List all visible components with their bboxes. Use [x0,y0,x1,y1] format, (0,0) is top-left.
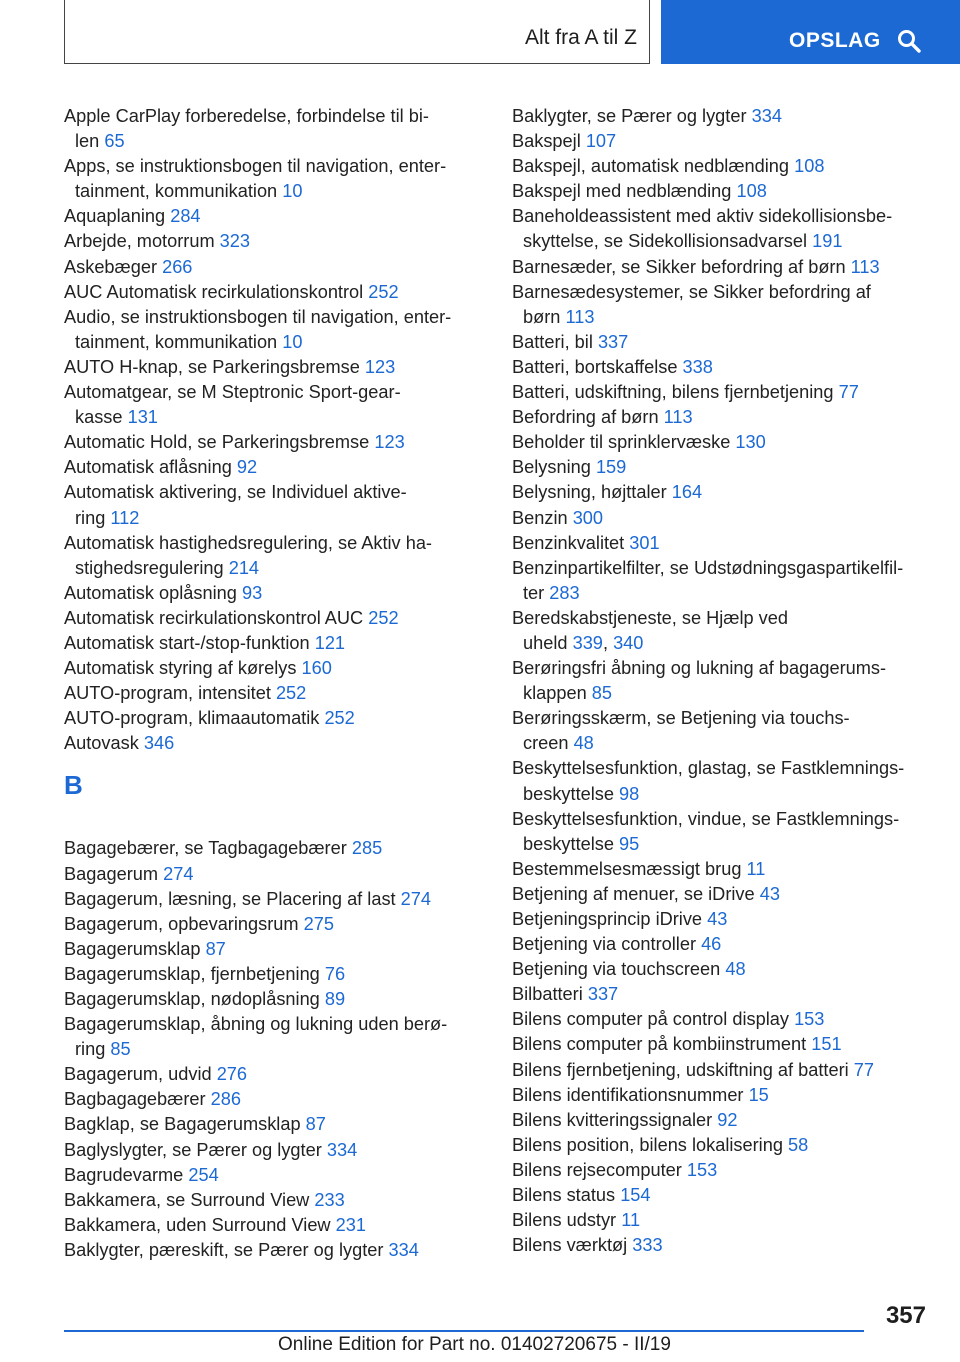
page-link[interactable]: 92 [717,1109,738,1130]
page-link[interactable]: 107 [585,131,617,152]
page-link[interactable]: 131 [127,407,158,428]
index-term: Aquaplaning [64,206,166,227]
page-link[interactable]: 113 [565,306,595,327]
index-entry [512,531,932,556]
index-term: Berøringsskærm, se Betjening via touchs- [512,708,850,729]
index-entry [512,380,932,405]
index-term: Bagklap, se Bagagerumsklap [64,1114,301,1135]
page-link[interactable]: 346 [143,733,175,754]
index-term: Audio, se instruktionsbogen til navigation, enter- [64,306,452,327]
page-link[interactable]: 151 [811,1034,842,1055]
index-entry [512,204,932,254]
index-entry [512,455,932,480]
index-entry [64,305,484,355]
page-link[interactable]: 87 [305,1114,326,1135]
index-term: Automatisk styring af kørelys [64,658,297,679]
index-entry [64,255,484,280]
page-link[interactable]: 89 [324,989,346,1009]
index-term: Automatisk aktivering, se Individuel aktive- [64,482,407,503]
page-link[interactable]: 76 [324,963,346,984]
page-link[interactable]: 87 [205,938,226,959]
page-link[interactable]: 85 [591,683,613,704]
index-entry [512,932,932,957]
index-term: Automatisk start-/stop-funktion [64,632,310,653]
index-term: Bagagerum, udvid [64,1064,212,1085]
index-term: Bilens kvitteringssignaler [512,1109,713,1130]
index-entry [512,907,932,932]
index-term: Belysning, højttaler [512,482,667,503]
index-term: Automatgear, se M Steptronic Sport-gear- [64,382,401,403]
index-term: Automatisk recirkulationskontrol AUC [64,607,364,628]
lookup-button[interactable] [661,0,960,64]
index-term: Beredskabstjeneste, se Hjælp ved [512,607,788,628]
page-number: 357 [885,1302,926,1329]
index-entry [512,1083,932,1108]
index-term: Batteri, udskiftning, bilens fjernbetjening [512,382,834,403]
index-term: Belysning [512,457,591,478]
index-term: Baglyslygter, se Pærer og lygter [64,1139,322,1160]
page-link[interactable]: 252 [275,683,307,704]
footer-edition [278,1334,671,1356]
page-link[interactable]: 15 [748,1084,769,1105]
index-entry [512,982,932,1007]
page-link[interactable]: 58 [788,1134,809,1155]
index-entry [64,1163,484,1188]
page-link[interactable]: 43 [759,883,780,904]
page-link[interactable]: 108 [794,156,825,177]
index-term: Bilens identifikationsnummer [512,1084,744,1105]
page-link[interactable]: 338 [682,356,713,377]
index-term: Bilbatteri [512,984,583,1005]
index-entry [512,857,932,882]
index-entry [64,731,484,756]
page-link[interactable]: 130 [735,432,766,453]
index-term: Arbejde, motorrum [64,231,215,252]
page-link[interactable]: 252 [368,281,399,302]
index-term: Autovask [64,733,139,754]
index-term: Betjening af menuer, se iDrive [512,883,755,904]
index-term: kasse [75,407,123,428]
page-link[interactable]: 275 [303,913,334,934]
index-term: Baneholdeassistent med aktiv sidekollisionsbe- [512,206,893,227]
page-link[interactable]: 11 [621,1210,641,1231]
page-link[interactable]: 48 [725,959,746,980]
index-term: Bagagerumsklap, fjernbetjening [64,963,320,984]
index-term: ter [523,582,545,603]
index-entry [64,987,484,1012]
index-entry [512,506,932,531]
index-entry [64,204,484,229]
page-link[interactable]: 339 [572,632,603,653]
index-term: Automatisk oplåsning [64,582,237,603]
index-entry [512,706,932,756]
page-link[interactable]: 334 [751,106,782,126]
page-link[interactable]: 159 [595,457,627,478]
index-term: Beskyttelsesfunktion, vindue, se Fastklemnings- [512,808,900,829]
page-link[interactable]: 333 [632,1235,663,1256]
page-link[interactable]: 65 [104,131,125,152]
index-term: beskyttelse [523,783,614,804]
index-entry [64,154,484,204]
page-link[interactable]: 252 [368,607,399,628]
index-term: Bilens værktøj [512,1235,628,1256]
footer-edition-text: Online Edition for Part no. 01402720675 - II/19 [278,1334,671,1355]
index-term: Barnesædesystemer, se Sikker befordring af [512,281,871,302]
page-link[interactable]: 95 [619,833,640,854]
index-term: uheld [523,632,568,653]
page-link[interactable]: 77 [853,1059,874,1080]
index-term: Bilens udstyr [512,1210,617,1231]
index-term: len [75,131,100,152]
index-entry [64,1112,484,1137]
index-entry [512,1233,932,1258]
index-term: Benzinkvalitet [512,532,625,553]
index-entry: Beredskabstjeneste, se Hjælp ved uheld 339, 340 [512,607,788,653]
index-term: Betjening via controller [512,934,696,955]
index-term: Bagagerumsklap, nødoplåsning [64,989,320,1009]
page-link[interactable]: 233 [314,1189,345,1210]
page-link[interactable]: 164 [671,482,703,503]
index-term: Bagagerumsklap, åbning og lukning uden berø- [64,1014,448,1035]
page-link[interactable]: 337 [597,331,629,352]
index-term: ring [75,1039,106,1060]
index-term: Berøringsfri åbning og lukning af bagagerums- [512,658,887,679]
page-link[interactable]: 300 [572,507,604,528]
page-link[interactable]: 113 [850,256,880,277]
index-term: Bakspejl med nedblænding [512,181,732,202]
index-entry [64,631,484,656]
index-entry [64,606,484,631]
page-link[interactable]: 160 [301,658,332,679]
index-term: Betjeningsprincip iDrive [512,909,703,929]
page-link[interactable]: 340 [613,632,644,653]
index-term: Bagagerum, opbevaringsrum [64,913,299,934]
index-term: Apple CarPlay forberedelse, forbindelse til bi- [64,106,429,126]
index-entry [64,656,484,681]
index-term: AUC Automatisk recirkulationskontrol [64,281,364,302]
index-entry [64,1188,484,1213]
page-link[interactable]: 276 [216,1064,248,1085]
index-entry [64,1138,484,1163]
index-entry [512,355,932,380]
index-entry [512,1208,932,1233]
index-entry [64,1238,484,1263]
index-term: Bilens status [512,1185,616,1206]
page-link[interactable]: 153 [794,1009,825,1030]
page-link[interactable]: 337 [587,984,619,1005]
page-link[interactable]: 121 [314,632,346,653]
section-title: Alt fra A til Z [524,26,637,49]
index-term: Askebæger [64,256,158,277]
index-entry [512,330,932,355]
index-entry [512,129,932,154]
index-entry [64,706,484,731]
page-link[interactable]: 266 [162,256,193,277]
index-entry [512,1007,932,1032]
page-link[interactable]: 323 [219,231,251,252]
footer-divider [64,1330,864,1332]
index-letter-heading: B [64,770,83,801]
index-term: Bagagerum, læsning, se Placering af last [64,888,396,909]
index-term: tainment, kommunikation [75,331,278,352]
index-column-right [512,104,932,1258]
index-term: Bilens rejsecomputer [512,1159,682,1180]
index-entry [64,280,484,305]
page-link[interactable]: 334 [326,1139,358,1160]
index-entry [512,807,932,857]
index-term: Bagbagagebærer [64,1089,206,1110]
index-term: Bestemmelsesmæssigt brug [512,858,742,879]
index-term: Bilens position, bilens lokalisering [512,1134,783,1155]
index-entry [512,1058,932,1083]
lookup-label: OPSLAG [789,29,881,52]
index-term: beskyttelse [523,833,614,854]
index-entry [64,681,484,706]
page-link[interactable]: 286 [210,1089,241,1110]
index-entry [64,862,484,887]
index-entry [64,836,484,861]
index-entry [64,1213,484,1238]
index-term: AUTO-program, intensitet [64,683,271,704]
page-link[interactable]: 93 [241,582,263,603]
page-link[interactable]: 46 [701,934,722,955]
index-term: creen [523,733,569,754]
page-link[interactable]: 10 [282,331,303,352]
index-entry [64,430,484,455]
page-link[interactable]: 274 [163,863,194,884]
index-entry [512,1133,932,1158]
index-term: Bakkamera, uden Surround View [64,1214,331,1235]
page-link[interactable]: 285 [351,838,383,859]
index-term: Batteri, bortskaffelse [512,356,678,377]
page-link[interactable]: 98 [619,783,640,804]
index-entry [64,887,484,912]
index-entry [64,1012,484,1062]
page-link[interactable]: 254 [188,1164,219,1185]
index-term: Bakkamera, se Surround View [64,1189,310,1210]
index-column-left [64,104,484,1263]
index-entry [64,355,484,380]
page-link[interactable]: 123 [364,356,396,377]
index-entry [512,255,932,280]
index-term: Beholder til sprinklervæske [512,432,731,453]
index-entry [64,1087,484,1112]
index-term: Baklygter, pæreskift, se Pærer og lygter [64,1239,384,1260]
index-term: Automatic Hold, se Parkeringsbremse [64,432,370,453]
page-link[interactable]: 48 [573,733,594,754]
page-link[interactable]: 191 [812,231,843,252]
index-term: børn [523,306,561,327]
page-link[interactable]: 92 [236,457,258,478]
index-term: Bagrudevarme [64,1164,184,1185]
index-term: skyttelse, se Sidekollisionsadvarsel [523,231,808,252]
index-entry [512,556,932,606]
index-term: Baklygter, se Pærer og lygter [512,106,747,126]
index-entry [64,912,484,937]
index-term: Befordring af børn [512,407,659,428]
search-icon [897,29,921,53]
index-term: AUTO H-knap, se Parkeringsbremse [64,356,360,377]
page-header [0,0,960,66]
index-entry [64,104,484,154]
page-link[interactable]: 274 [400,888,432,909]
page-link[interactable]: 43 [707,909,728,929]
index-entry [64,581,484,606]
page-link[interactable]: 10 [282,181,303,202]
index-term: Bilens computer på control display [512,1009,789,1030]
index-entry [512,280,932,330]
page-link[interactable]: 153 [686,1159,718,1180]
page-link[interactable]: 108 [736,181,767,202]
index-entry [64,531,484,581]
index-entry [512,179,932,204]
page-link[interactable]: 154 [620,1185,651,1206]
index-term: Bakspejl [512,131,581,152]
index-entry [64,962,484,987]
index-entry [64,455,484,480]
page-link[interactable]: 85 [110,1039,131,1060]
page-link[interactable]: 334 [388,1239,419,1260]
index-entry [512,1158,932,1183]
page-link[interactable]: 214 [228,557,260,578]
index-term: stighedsregulering [75,557,224,578]
section-tab [64,0,650,64]
index-entry [512,1108,932,1133]
index-entry [64,937,484,962]
index-entry [512,957,932,982]
page-link[interactable]: 252 [324,708,355,729]
index-term: Apps, se instruktionsbogen til navigation, enter- [64,156,447,177]
index-term: Automatisk aflåsning [64,457,232,478]
page-link[interactable]: 112 [110,507,140,528]
index-entry [512,480,932,505]
index-entry [64,380,484,430]
index-term: Betjening via touchscreen [512,959,721,980]
index-entry [512,1032,932,1057]
index-term: Barnesæder, se Sikker befordring af børn [512,256,846,277]
index-term: Bagagebærer, se Tagbagagebærer [64,838,347,859]
index-entry [512,656,932,706]
index-term: Bilens computer på kombiinstrument [512,1034,807,1055]
index-entry [64,229,484,254]
index-entry [512,154,932,179]
page-link[interactable]: 113 [663,407,693,428]
index-term: tainment, kommunikation [75,181,278,202]
page-link[interactable]: 77 [838,382,859,403]
index-term: Automatisk hastighedsregulering, se Aktiv ha- [64,532,432,553]
index-term: Benzin [512,507,568,528]
index-term: Bagagerum [64,863,159,884]
index-term: Beskyttelsesfunktion, glastag, se Fastklemnings- [512,758,905,779]
index-term: Benzinpartikelfilter, se Udstødningsgaspartikelfil- [512,557,904,578]
index-term: klappen [523,683,587,704]
index-term: Bagagerumsklap [64,938,201,959]
page-link[interactable]: 284 [170,206,201,227]
index-term: Bilens fjernbetjening, udskiftning af batteri [512,1059,849,1080]
page-link[interactable]: 11 [746,858,766,879]
index-term: Bakspejl, automatisk nedblænding [512,156,790,177]
index-entry [512,882,932,907]
page-link[interactable]: 301 [629,532,660,553]
index-entry [512,756,932,806]
index-entry [512,1183,932,1208]
index-term: ring [75,507,106,528]
index-entry [512,405,932,430]
page-link[interactable]: 283 [549,582,580,603]
page-link[interactable]: 231 [335,1214,366,1235]
index-term: Batteri, bil [512,331,593,352]
index-entry [64,1062,484,1087]
index-entry [512,104,932,129]
index-entry [512,430,932,455]
index-entry [64,480,484,530]
index-term: AUTO-program, klimaautomatik [64,708,320,729]
page-link[interactable]: 123 [374,432,405,453]
